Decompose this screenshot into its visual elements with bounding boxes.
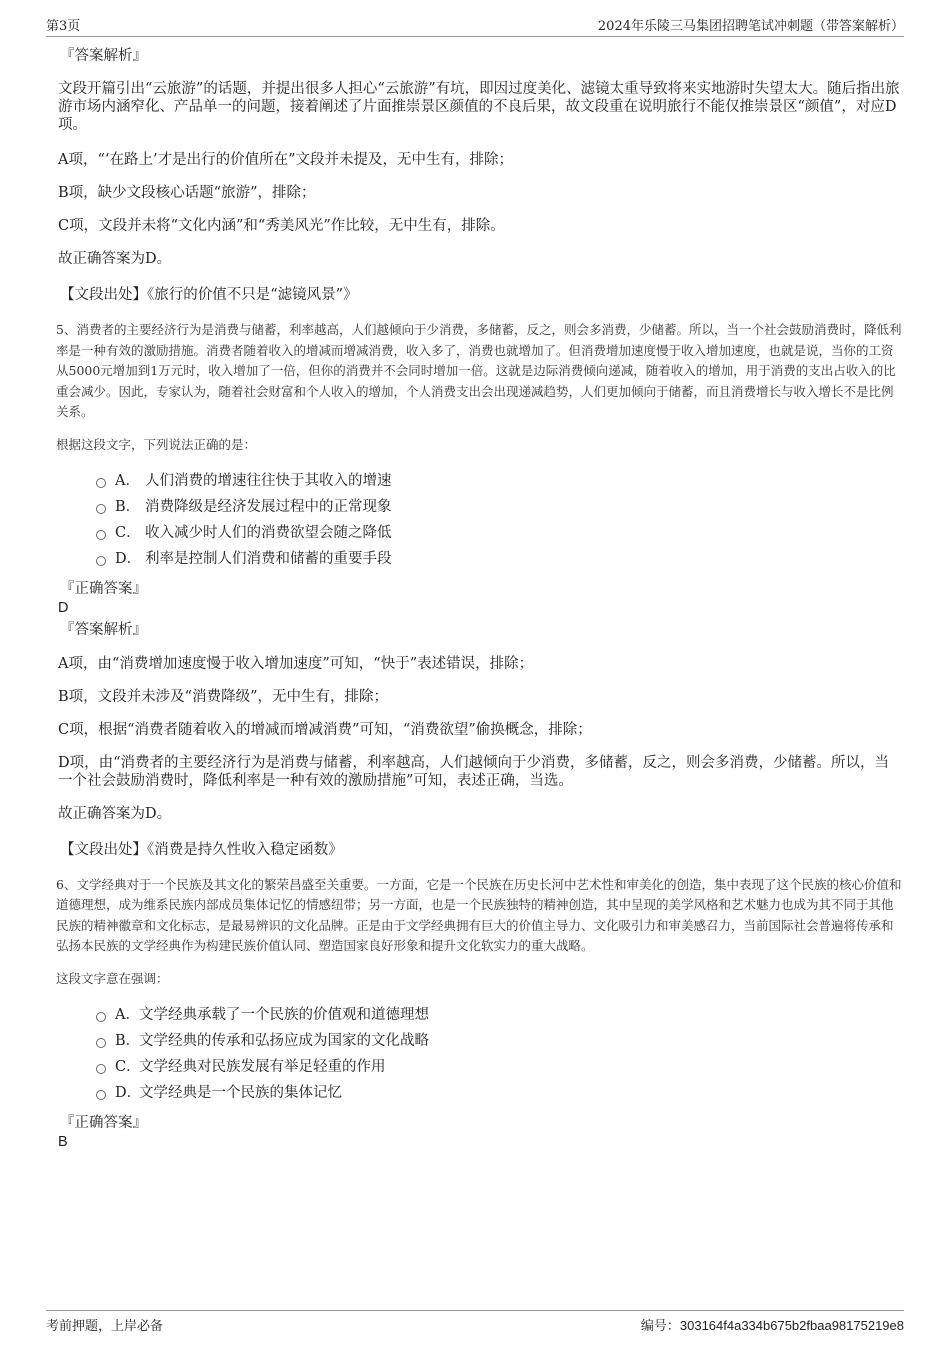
analysis-option-b-5: B项，文段并未涉及“消费降级”，无中生有，排除； xyxy=(58,688,388,705)
analysis-title-4: 『答案解析』 xyxy=(60,48,147,64)
analysis-option-a-4: A项，“‘在路上’才是出行的价值所在”文段并未提及，无中生有，排除； xyxy=(58,152,514,168)
analysis-option-d-5: D项，由“消费者的主要经济行为是消费与储蓄，利率越高，人们越倾向于少消费，多储蓄，反之，则会多消费，少储蓄。所以，当一个社会鼓励消费时，降低利率是一种有效的激励措施”可知，表述正确，当选。 xyxy=(58,754,890,789)
question-5-option-b[interactable]: B． 消费降级是经济发展过程中的正常现象 xyxy=(96,493,902,519)
radio-icon[interactable] xyxy=(96,1090,106,1100)
radio-icon[interactable] xyxy=(96,504,106,514)
source-4: 【文段出处】《旅行的价值不只是“滤镜风景”》 xyxy=(60,287,358,303)
radio-icon[interactable] xyxy=(96,556,106,566)
question-5-option-c[interactable]: C． 收入减少时人们的消费欲望会随之降低 xyxy=(96,519,902,545)
question-6-text: 6、文学经典对于一个民族及其文化的繁荣昌盛至关重要。一方面，它是一个民族在历史长河中艺术性和审美化的创造，集中表现了这个民族的核心价值和道德理想，成为维系民族内部成员集体记忆的情感纽带；另一方面，也是一个民族独特的精神创造，其中呈现的美学风格和艺术魅力也成为其不同于其他民族的精神徽章和文化标志，是最易辨识的文化品牌。正是由于文学经典拥有巨大的价值主导力、文化吸引力和审美感召力，当前国际社会普遍将传承和弘扬本民族的文学经典作为构建民族价值认同、塑造国家良好形象和提升文化软实力的重大战略。 xyxy=(56,876,902,953)
question-6-option-d[interactable]: D． 文学经典是一个民族的集体记忆 xyxy=(96,1079,902,1105)
answer-title-5: 『正确答案』 xyxy=(60,580,147,597)
analysis-option-b-4: B项，缺少文段核心话题“旅游”，排除； xyxy=(58,185,316,201)
analysis-paragraph-4: 文段开篇引出“云旅游”的话题，并提出很多人担心“云旅游”有坑，即因过度美化、滤镜太重导致将来实地游时失望太大。随后指出旅游市场内涵窄化、产品单一的问题，接着阐述了片面推崇景区颜值的不良后果，故文段重在说明旅行不能仅推崇景区“颜值”，对应D项。 xyxy=(58,81,900,133)
answer-5: D xyxy=(58,599,69,616)
page-footer xyxy=(46,1310,904,1339)
analysis-option-c-5: C项，根据“消费者随着收入的增减而增减消费”可知，“消费欲望”偷换概念，排除； xyxy=(58,721,592,738)
code-value: 303164f4a334b675b2fbaa98175219e8 xyxy=(679,1318,904,1333)
analysis-option-c-4: C项，文段并未将“文化内涵”和“秀美风光”作比较，无中生有，排除。 xyxy=(58,218,505,234)
code-label: 编号： xyxy=(640,1319,680,1334)
question-6-options xyxy=(96,1001,902,1105)
answer-6: B xyxy=(58,1133,68,1150)
page-content xyxy=(56,44,902,1150)
question-6-option-b[interactable]: B． 文学经典的传承和弘扬应成为国家的文化战略 xyxy=(96,1027,902,1053)
answer-title-6: 『正确答案』 xyxy=(60,1114,147,1131)
document-code xyxy=(641,1315,904,1334)
conclusion-4: 故正确答案为D。 xyxy=(58,251,172,267)
analysis-option-a-5: A项，由“消费增加速度慢于收入增加速度”可知，“快于”表述错误，排除； xyxy=(58,655,534,672)
question-5-prompt: 根据这段文字，下列说法正确的是： xyxy=(56,436,257,452)
conclusion-5: 故正确答案为D。 xyxy=(58,805,172,822)
footer-slogan: 考前押题，上岸必备 xyxy=(46,1319,164,1334)
question-5-option-a[interactable]: A． 人们消费的增速往往快于其收入的增速 xyxy=(96,467,902,493)
page-header xyxy=(46,14,904,37)
radio-icon[interactable] xyxy=(96,1012,106,1022)
source-5: 【文段出处】《消费是持久性收入稳定函数》 xyxy=(60,841,343,858)
page-number: 第3页 xyxy=(46,19,81,34)
radio-icon[interactable] xyxy=(96,530,106,540)
question-6-option-a[interactable]: A． 文学经典承载了一个民族的价值观和道德理想 xyxy=(96,1001,902,1027)
radio-icon[interactable] xyxy=(96,1038,106,1048)
question-5-option-d[interactable]: D． 利率是控制人们消费和储蓄的重要手段 xyxy=(96,545,902,571)
question-5-options xyxy=(96,467,902,571)
analysis-title-5: 『答案解析』 xyxy=(60,621,147,638)
document-title: 2024年乐陵三马集团招聘笔试冲刺题（带答案解析） xyxy=(597,19,904,34)
question-6-option-c[interactable]: C． 文学经典对民族发展有举足轻重的作用 xyxy=(96,1053,902,1079)
radio-icon[interactable] xyxy=(96,1064,106,1074)
question-5-text: 5、消费者的主要经济行为是消费与储蓄，利率越高，人们越倾向于少消费，多储蓄，反之，则会多消费，少储蓄。所以，当一个社会鼓励消费时，降低利率是一种有效的激励措施。消费者随着收入的增减而增减消费，收入多了，消费也就增加了。但消费增加速度慢于收入增加速度，也就是说，当你的工资从5000元增加到1万元时，收入增加了一倍，但你的消费并不会同时增加一倍。这就是边际消费倾向递减，随着收入的增加，用于消费的支出占收入的比重会减少。因此，专家认为，随着社会财富和个人收入的增加，个人消费支出会出现递减趋势，人们更加倾向于储蓄，而且消费增长与收入增长不是比例关系。 xyxy=(56,322,902,419)
question-6-prompt: 这段文字意在强调： xyxy=(56,970,169,986)
radio-icon[interactable] xyxy=(96,478,106,488)
